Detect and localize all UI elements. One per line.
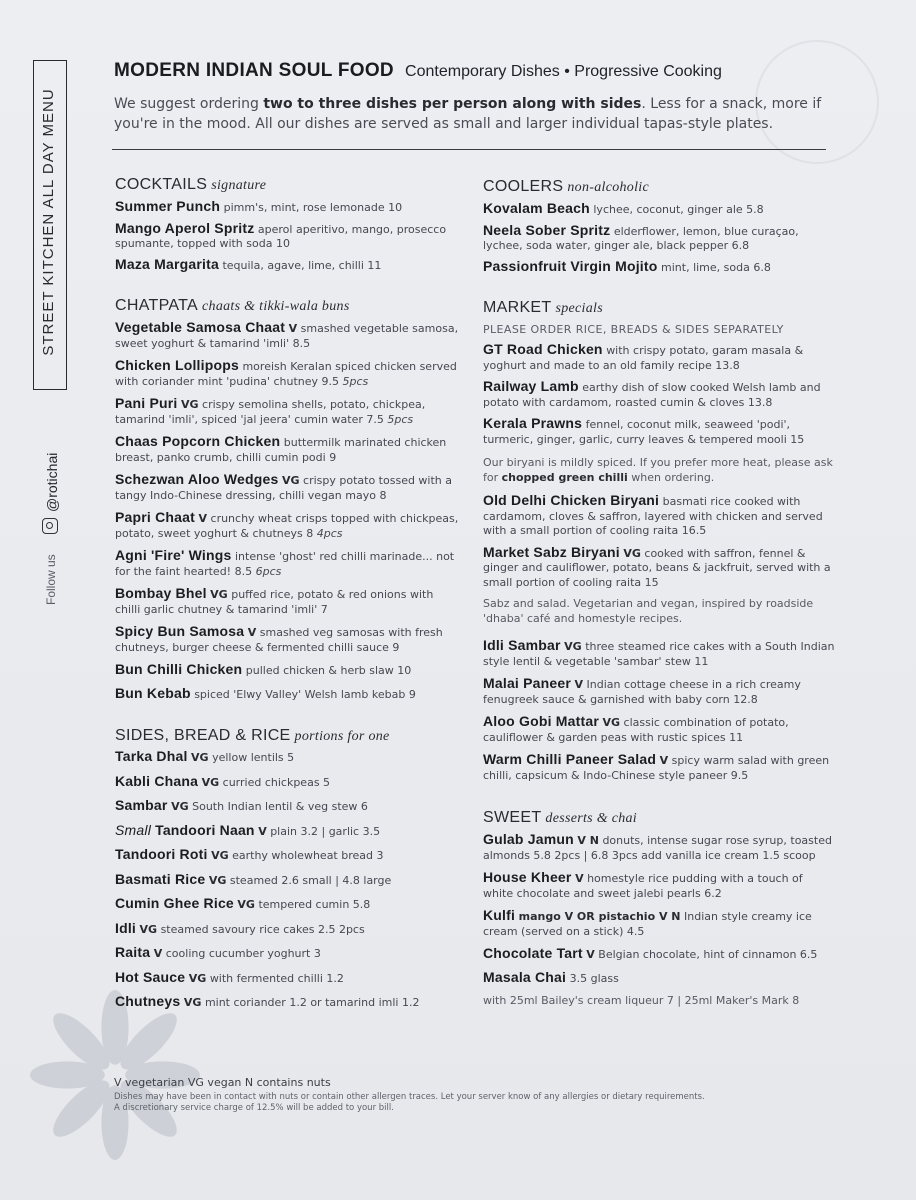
item-name: Chutneys	[115, 993, 181, 1009]
item-description: steamed 2.6 small | 4.8 large	[229, 873, 392, 887]
item-description: yellow lentils 5	[212, 751, 295, 764]
menu-item	[483, 342, 835, 373]
item-description: fennel, coconut milk, seaweed 'podi', turmeric, ginger, garlic, curry leaves & tempered mooli 15	[483, 418, 805, 446]
item-name: Bombay Bhel	[115, 585, 207, 601]
sabz-note: Sabz and salad. Vegetarian and vegan, inspired by roadside 'dhaba' café and homestyle recipes.	[483, 597, 814, 625]
item-description: intense 'ghost' red chilli marinade... not for the faint hearted! 8.5	[115, 550, 455, 578]
item-name: Tandoori Roti	[115, 846, 208, 862]
item-description: cooling cucumber yoghurt 3	[165, 947, 321, 960]
item-description: Belgian chocolate, hint of cinnamon 6.5	[598, 948, 818, 961]
item-name: Neela Sober Spritz	[483, 221, 611, 238]
item-description: mint, lime, soda 6.8	[661, 260, 771, 274]
intro-bold: two to three dishes per person along with sides	[263, 96, 642, 112]
item-name: Summer Punch	[115, 198, 221, 214]
item-description: mint coriander 1.2 or tamarind imli 1.2	[204, 996, 420, 1009]
item-description: spicy warm salad with green chilli, capsicum & Indo-Chinese style paneer 9.5	[483, 754, 830, 782]
item-name: Gulab Jamun	[483, 831, 574, 847]
item-description: curried chickpeas 5	[222, 775, 331, 789]
item-name: Maza Margarita	[115, 255, 219, 272]
item-name: Spicy Bun Samosa	[115, 623, 245, 639]
menu-item	[483, 832, 835, 863]
item-description: spiced 'Elwy Valley' Welsh lamb kebab 9	[194, 687, 416, 701]
menu-item	[115, 749, 460, 766]
item-prefix: Small	[115, 821, 156, 838]
follow-label: Follow us	[44, 554, 58, 605]
footer	[114, 1076, 814, 1114]
menu-item	[115, 472, 460, 503]
item-name: Market Sabz Biryani	[483, 543, 620, 560]
intro-part-2: . Less for a snack, more if you're in the mood. All our dishes are served as small and larger individual tapas-style plates.	[114, 96, 822, 132]
item-description: tempered cumin 5.8	[258, 898, 371, 911]
menu-item	[115, 945, 460, 962]
intro-part-1: We suggest ordering	[114, 96, 264, 112]
menu-item	[483, 259, 835, 276]
section-heading-sweet: SWEET desserts & chai	[483, 809, 637, 826]
item-name: Papri Chaat	[115, 509, 195, 525]
menu-item	[115, 662, 460, 679]
menu-item	[115, 921, 460, 938]
item-description: aperol aperitivo, mango, prosecco spumante, topped with soda 10	[115, 222, 447, 250]
item-name: Basmati Rice	[115, 870, 206, 887]
item-description: pulled chicken & herb slaw 10	[245, 664, 412, 677]
menu-item	[115, 970, 460, 987]
item-name: Railway Lamb	[483, 378, 579, 394]
item-name: Hot Sauce	[115, 968, 186, 985]
sides-list	[115, 749, 460, 1011]
item-description: crunchy wheat crisps topped with chickpeas, potato, sweet yoghurt & chutneys 8	[115, 512, 459, 540]
allergen-note: Dishes may have been in contact with nuts or contain other allergen traces. Let your server know of any allergies or dietary requirements.	[114, 1092, 705, 1102]
diet-tag: VG	[191, 751, 209, 764]
item-description: earthy wholewheat bread 3	[232, 849, 384, 862]
menu-item	[115, 624, 460, 655]
item-name: Idli	[115, 919, 137, 936]
item-description: smashed veg samosas with fresh chutneys, burger cheese & fermented chilli sauce 9	[115, 626, 443, 654]
coolers-list	[483, 201, 835, 275]
item-name: Idli Sambar	[483, 637, 561, 653]
social-handle: @rotichai	[44, 452, 60, 512]
header-divider	[112, 149, 826, 150]
item-description: basmati rice cooked with cardamom, cloves & saffron, layered with chicken and served with a small portion of cooling raita 16.5	[483, 495, 823, 537]
section-heading-coolers: COOLERS non-alcoholic	[483, 178, 650, 195]
section-heading-market: MARKET specials	[483, 299, 603, 316]
item-name: Warm Chilli Paneer Salad	[483, 751, 657, 767]
item-description: pimm's, mint, rose lemonade 10	[223, 201, 403, 214]
menu-item	[483, 908, 835, 939]
menu-item	[115, 434, 460, 465]
item-name: Malai Paneer	[483, 675, 571, 691]
diet-tag: mango V OR pistachio V N	[518, 910, 681, 923]
diet-tag: V	[575, 872, 584, 885]
item-name: Chaas Popcorn Chicken	[115, 433, 281, 449]
diet-tag: VG	[210, 588, 228, 601]
item-name: Pani Puri	[115, 395, 178, 411]
item-description: South Indian lentil & veg stew 6	[192, 800, 368, 813]
diet-tag: VG	[201, 775, 220, 789]
chai-extra: with 25ml Bailey's cream liqueur 7 | 25ml Maker's Mark 8	[483, 994, 800, 1007]
diet-tag: VG	[139, 922, 158, 936]
diet-legend: V vegetarian VG vegan N contains nuts	[114, 1076, 331, 1089]
diet-tag: V	[198, 512, 208, 525]
right-column	[483, 178, 835, 1008]
section-heading-sides: SIDES, BREAD & RICE portions for one	[115, 727, 390, 744]
item-portion: 5pcs	[342, 374, 369, 388]
item-name: Tandoori Naan	[155, 821, 255, 838]
market-list-c	[483, 638, 835, 783]
menu-item	[115, 994, 460, 1011]
menu-item	[483, 379, 835, 410]
menu-item	[483, 201, 835, 218]
item-name: Kovalam Beach	[483, 200, 590, 216]
item-description: homestyle rice pudding with a touch of white chocolate and sweet jalebi pearls 6.2	[483, 872, 803, 900]
item-name: Kerala Prawns	[483, 415, 583, 431]
item-name: Old Delhi Chicken Biryani	[483, 492, 660, 508]
left-column	[115, 176, 460, 1019]
item-description: Indian cottage cheese in a rich creamy fenugreek sauce & garnished with baby corn 12.8	[483, 678, 801, 706]
item-description: smashed vegetable samosa, sweet yoghurt & tamarind 'imli' 8.5	[115, 322, 459, 350]
instagram-icon	[42, 518, 58, 534]
market-list-a	[483, 342, 835, 447]
item-name: Bun Kebab	[115, 684, 191, 701]
diet-tag: VG	[602, 716, 621, 729]
item-name: Tarka Dhal	[115, 748, 188, 764]
menu-item	[115, 257, 460, 274]
menu-item	[483, 752, 835, 783]
item-name: Agni 'Fire' Wings	[115, 547, 232, 563]
item-description: moreish Keralan spiced chicken served with coriander mint 'pudina' chutney 9.5	[115, 360, 457, 388]
header	[114, 60, 722, 82]
diet-tag: VG	[183, 996, 202, 1009]
diet-tag: V	[659, 754, 669, 767]
item-description: cooked with saffron, fennel & ginger and cauliflower, potato, beans & jackfruit, served with a small portion of cooling raita 15	[483, 546, 831, 589]
item-name: Kabli Chana	[115, 772, 199, 789]
item-name: Chocolate Tart	[483, 945, 583, 961]
item-name: Vegetable Samosa Chaat	[115, 319, 286, 335]
menu-item	[483, 676, 835, 707]
menu-item	[115, 199, 460, 216]
item-description: steamed savoury rice cakes 2.5 2pcs	[160, 922, 365, 936]
diet-tag: VG	[211, 849, 229, 862]
item-description: tequila, agave, lime, chilli 11	[222, 258, 382, 272]
item-name: Kulfi	[483, 907, 516, 923]
item-description: with crispy potato, garam masala & yoghurt and made to an old family recipe 13.8	[483, 344, 804, 372]
menu-item	[115, 872, 460, 889]
item-description: Indian style creamy ice cream (served on a stick) 4.5	[483, 910, 812, 938]
menu-item	[483, 970, 835, 987]
cocktails-list	[115, 199, 460, 273]
diet-tag: V	[258, 824, 267, 838]
item-description: crispy potato tossed with a tangy Indo-Chinese dressing, chilli vegan mayo 8	[115, 474, 453, 502]
menu-item	[115, 510, 460, 541]
item-description: classic combination of potato, cauliflower & garden peas with rustic spices 11	[483, 716, 789, 744]
diet-tag: VG	[237, 898, 255, 911]
menu-item	[115, 686, 460, 703]
menu-item	[483, 416, 835, 447]
item-description: plain 3.2 | garlic 3.5	[270, 824, 381, 838]
item-name: Mango Aperol Spritz	[115, 219, 255, 236]
diet-tag: V	[574, 678, 584, 691]
item-description: earthy dish of slow cooked Welsh lamb and potato with cardamom, roasted cumin & cloves 13.8	[483, 381, 821, 409]
market-list-b	[483, 493, 835, 590]
diet-tag: VG	[171, 800, 189, 813]
item-name: Cumin Ghee Rice	[115, 895, 234, 911]
item-name: Chicken Lollipops	[115, 357, 239, 373]
menu-item	[115, 548, 460, 579]
item-description: lychee, coconut, ginger ale 5.8	[593, 203, 764, 216]
chatpata-list	[115, 320, 460, 702]
item-portion: 6pcs	[255, 564, 282, 578]
diet-tag: VG	[281, 474, 300, 487]
menu-item	[483, 946, 835, 963]
sidebar-title: STREET KITCHEN ALL DAY MENU	[40, 88, 57, 356]
menu-item	[115, 774, 460, 791]
diet-tag: V	[247, 626, 257, 639]
menu-item	[483, 493, 835, 539]
diet-tag: V	[586, 948, 595, 961]
diet-tag: VG	[208, 873, 227, 887]
item-description: with fermented chilli 1.2	[209, 971, 344, 985]
item-name: Raita	[115, 944, 151, 960]
item-description: puffed rice, potato & red onions with chilli garlic chutney & tamarind 'imli' 7	[115, 588, 434, 616]
market-subheading: PLEASE ORDER RICE, BREADS & SIDES SEPARATELY	[483, 323, 784, 336]
page-title: MODERN INDIAN SOUL FOOD	[114, 60, 394, 81]
menu-item	[483, 714, 835, 745]
item-description: elderflower, lemon, blue curaçao, lychee, soda water, ginger ale, black pepper 6.8	[483, 224, 799, 252]
intro-text	[114, 94, 834, 134]
item-description: three steamed rice cakes with a South Indian style lentil & vegetable 'sambar' stew 11	[483, 640, 835, 668]
menu-item	[483, 223, 835, 254]
menu-item	[115, 823, 460, 840]
menu-item	[483, 545, 835, 591]
biryani-note: Our biryani is mildly spiced. If you prefer more heat, please ask for chopped green chilli when ordering.	[483, 456, 833, 484]
menu-item	[115, 798, 460, 815]
diet-tag: VG	[623, 546, 641, 560]
item-name: Passionfruit Virgin Mojito	[483, 257, 658, 274]
item-name: Masala Chai	[483, 968, 567, 985]
diet-tag: VG	[188, 971, 207, 985]
page-subtitle: Contemporary Dishes • Progressive Cooking	[405, 63, 722, 80]
menu-item	[483, 870, 835, 901]
item-description: crispy semolina shells, potato, chickpea, tamarind 'imli', spiced 'jal jeera' cumin water 7.5	[115, 398, 426, 426]
sweet-list	[483, 832, 835, 986]
menu-item	[115, 320, 460, 351]
item-name: Bun Chilli Chicken	[115, 661, 243, 677]
menu-item	[115, 847, 460, 864]
item-name: GT Road Chicken	[483, 341, 603, 357]
menu-item	[115, 896, 460, 913]
diet-tag: V	[288, 322, 298, 335]
menu-item	[115, 586, 460, 617]
item-name: Schezwan Aloo Wedges	[115, 471, 279, 487]
item-description: donuts, intense sugar rose syrup, toasted almonds 5.8 2pcs | 6.8 3pcs add vanilla ice cream 1.5 scoop	[483, 834, 832, 862]
menu-item	[115, 221, 460, 252]
item-portion: 5pcs	[387, 412, 414, 426]
item-name: House Kheer	[483, 869, 572, 885]
item-name: Aloo Gobi Mattar	[483, 713, 599, 729]
diet-tag: V	[153, 947, 163, 960]
item-description: 3.5 glass	[569, 971, 619, 985]
item-description: buttermilk marinated chicken breast, panko crumb, chilli cumin podi 9	[115, 436, 447, 464]
item-portion: 4pcs	[316, 526, 343, 540]
menu-item	[483, 638, 835, 669]
section-heading-chatpata: CHATPATA chaats & tikki-wala buns	[115, 297, 350, 314]
menu-item	[115, 396, 460, 427]
section-heading-cocktails: COCKTAILS signature	[115, 176, 267, 193]
diet-tag: V N	[577, 834, 599, 847]
menu-item	[115, 358, 460, 389]
diet-tag: VG	[180, 398, 199, 411]
item-name: Sambar	[115, 797, 168, 813]
diet-tag: VG	[564, 640, 582, 653]
service-charge-note: A discretionary service charge of 12.5% will be added to your bill.	[114, 1103, 394, 1113]
